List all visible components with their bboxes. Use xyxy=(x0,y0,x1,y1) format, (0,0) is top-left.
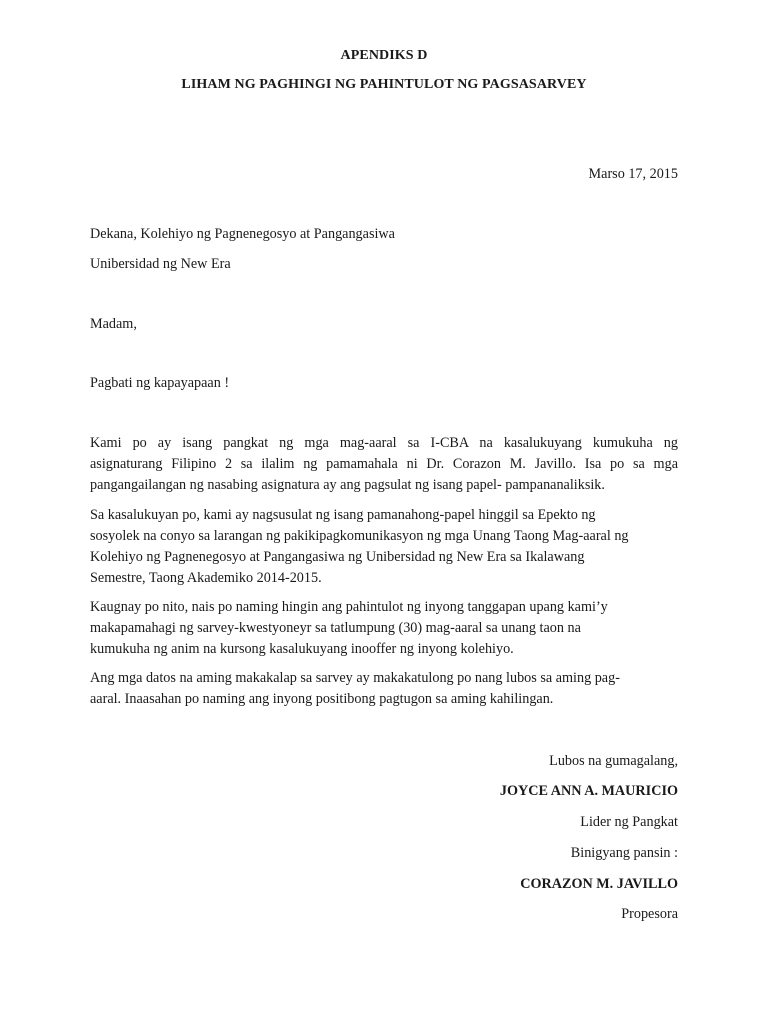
noted-label: Binigyang pansin : xyxy=(570,845,678,861)
paragraph-line: makapamahagi ng sarvey-kwestyoneyr sa tatlumpung (30) mag-aaral sa unang taon na xyxy=(90,620,581,636)
recipient-line-1: Dekana, Kolehiyo ng Pagnenegosyo at Pangangasiwa xyxy=(90,226,395,242)
letter-title: LIHAM NG PAGHINGI NG PAHINTULOT NG PAGSASARVEY xyxy=(181,77,587,92)
noted-title: Propesora xyxy=(621,906,678,922)
paragraph-line: Kaugnay po nito, nais po naming hingin ang pahintulot ng inyong tanggapan upang kami’y xyxy=(90,599,608,615)
letter-date: Marso 17, 2015 xyxy=(588,166,678,182)
sender-name: JOYCE ANN A. MAURICIO xyxy=(499,783,678,799)
recipient-line-2: Unibersidad ng New Era xyxy=(90,256,231,272)
paragraph-line: Semestre, Taong Akademiko 2014-2015. xyxy=(90,570,322,586)
body-paragraph-1 xyxy=(90,433,678,496)
paragraph-line: kumukuha ng anim na kursong kasalukuyang inooffer ng inyong kolehiyo. xyxy=(90,641,514,657)
paragraph-line: Ang mga datos na aming makakalap sa sarvey ay makakatulong po nang lubos sa aming pag- xyxy=(90,670,620,686)
salutation: Madam, xyxy=(90,316,137,332)
paragraph-line: sosyolek na conyo sa larangan ng pakikipagkomunikasyon ng mga Unang Taong Mag-aaral ng xyxy=(90,528,629,544)
body-paragraph-2 xyxy=(90,505,678,589)
body-paragraph-3 xyxy=(90,597,678,660)
paragraph-line: Kolehiyo ng Pagnenegosyo at Pangangasiwa ng Unibersidad ng New Era sa Ikalawang xyxy=(90,549,585,565)
paragraph-line: aaral. Inaasahan po naming ang inyong positibong pagtugon sa aming kahilingan. xyxy=(90,691,554,707)
paragraph-line: pangangailangan ng nasabing asignatura ay ang pagsulat ng isang papel- pampananaliksik. xyxy=(90,477,605,493)
paragraph-line: Sa kasalukuyan po, kami ay nagsusulat ng isang pamanahong-papel hinggil sa Epekto ng xyxy=(90,507,596,523)
greeting: Pagbati ng kapayapaan ! xyxy=(90,375,230,391)
paragraph-line: asignaturang Filipino 2 sa ilalim ng pamamahala ni Dr. Corazon M. Javillo. Isa po sa mga xyxy=(90,456,678,472)
noted-name: CORAZON M. JAVILLO xyxy=(520,876,678,892)
body-paragraph-4 xyxy=(90,668,678,710)
paragraph-line: Kami po ay isang pangkat ng mga mag-aaral sa I-CBA na kasalukuyang kumukuha ng xyxy=(90,435,678,451)
sender-title: Lider ng Pangkat xyxy=(580,814,678,830)
complimentary-close: Lubos na gumagalang, xyxy=(549,753,678,769)
appendix-label: APENDIKS D xyxy=(340,48,428,63)
